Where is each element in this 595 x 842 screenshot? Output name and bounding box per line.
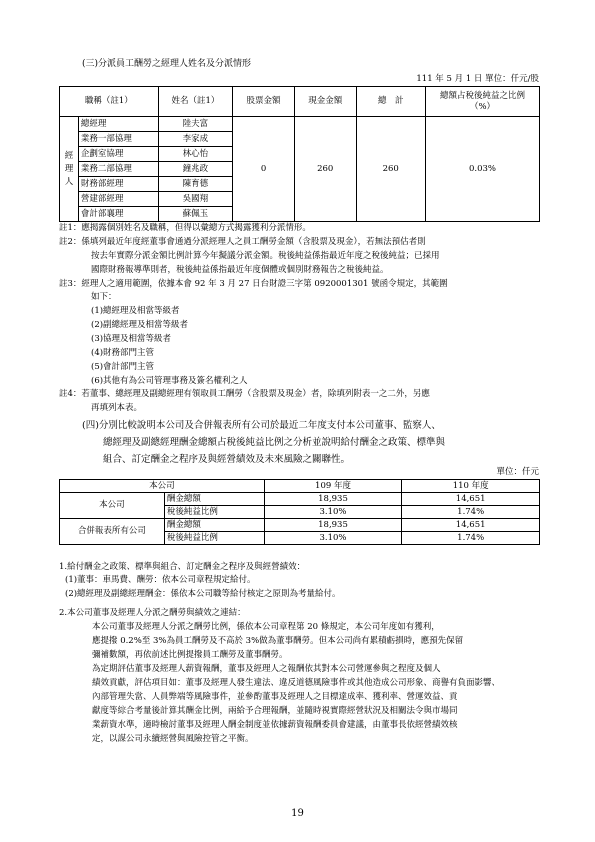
section-heading-4-cont: 總經理及副總經理酬金總額占稅後純益比例之分析並說明給付酬金之政策、標準與 <box>103 437 446 448</box>
cell-value: 14,651 <box>402 519 540 532</box>
scope-item: (3)協理及相當等級者 <box>91 334 172 344</box>
scope-item: (1)總經理及相當等級者 <box>91 306 180 316</box>
unit-label: 單位：仟元 <box>496 467 539 477</box>
section-heading-4: (四)分別比較說明本公司及合併報表所有公司於最近二年度支付本公司董事、監察人、 <box>82 420 441 431</box>
policy-paragraph-line: 應提撥 0.2%至 3%為員工酬勞及不高於 3%做為董事酬勞。但本公司尚有累積虧損時，應預先保留 <box>92 636 464 646</box>
note-text: 應揭露個別姓名及職稱，但得以彙總方式揭露獲利分派情形。 <box>81 223 311 233</box>
manager-title: 營建部經理 <box>78 192 158 207</box>
policy-paragraph-line: 定，以謀公司永續經營與風險控管之平衡。 <box>92 734 254 744</box>
page-number: 19 <box>291 808 304 819</box>
manager-title: 業務二部協理 <box>78 162 158 177</box>
cash-amount: 260 <box>294 117 356 222</box>
header-stock: 股票金額 <box>233 87 295 117</box>
scope-item: (4)財務部門主管 <box>91 348 155 358</box>
manager-name: 陳育德 <box>158 177 233 192</box>
cell-value: 18,935 <box>264 519 402 532</box>
manager-compensation-table <box>59 86 540 222</box>
manager-title: 財務部經理 <box>78 177 158 192</box>
policy-title-2: 2.本公司董事及經理人分派之酬勞與績效之連結： <box>59 608 246 618</box>
note-3 <box>59 278 448 290</box>
header-title: 職稱（註1） <box>60 87 159 117</box>
manager-name: 陸夫富 <box>158 117 233 132</box>
note-text: 國際財務報導準則者，稅後純益係指最近年度個體或個別財務報告之稅後純益。 <box>91 265 389 275</box>
note-label: 註2： <box>59 237 82 247</box>
compensation-ratio-table <box>59 479 540 545</box>
manager-title: 企劃室協理 <box>78 147 158 162</box>
cell-value: 3.10% <box>264 506 402 519</box>
note-text: 係填列最近年度經董事會通過分派經理人之員工酬勞金額（含股票及現金），若無法預估者則 <box>81 237 426 247</box>
note-4 <box>59 388 430 400</box>
policy-paragraph-line: 業薪資水準，適時檢討董事及經理人酬金制度並依據薪資報酬委員會建議，由董事長依經營績效核 <box>92 720 458 730</box>
manager-name: 林心怡 <box>158 147 233 162</box>
group-label: 合併報表所有公司 <box>60 519 165 545</box>
section-heading-3: (三)分派員工酬勞之經理人姓名及分派情形 <box>82 59 252 69</box>
note-text: 如下： <box>91 292 117 302</box>
group-label: 本公司 <box>60 493 165 519</box>
header-year: 109 年度 <box>264 480 402 493</box>
header-total: 總 計 <box>356 87 425 117</box>
row-item: 稅後純益比例 <box>164 532 264 545</box>
stock-amount: 0 <box>233 117 295 222</box>
note-text: 若董事、總經理及副總經理有領取員工酬勞（含股票及現金）者，除填列附表一之二外，另應 <box>81 389 430 399</box>
cell-value: 18,935 <box>264 493 402 506</box>
group-label: 經理人 <box>60 117 79 222</box>
header-ratio: 總額占稅後純益之比例（%） <box>425 87 539 117</box>
cell-value: 1.74% <box>402 532 540 545</box>
policy-paragraph-line: 內部管理失當、人員弊端等風險事件，並參酌董事及經理人之目標達成率、獲利率、營運效益、貢 <box>92 692 458 702</box>
note-text: 經理人之適用範圍，依據本會 92 年 3 月 27 日台財證三字第 0920001301 號函令規定，其範圍 <box>81 279 448 289</box>
date-unit-label: 111 年 5 月 1 日 單位：仟元/股 <box>416 74 539 84</box>
scope-item: (6)其他有為公司管理事務及簽名權利之人 <box>91 376 248 386</box>
row-item: 酬金總額 <box>164 493 264 506</box>
manager-title: 會計部襄理 <box>78 207 158 222</box>
total-amount: 260 <box>356 117 425 222</box>
scope-item: (2)副總經理及相當等級者 <box>91 320 189 330</box>
manager-name: 鐘兆政 <box>158 162 233 177</box>
header-name: 姓名（註1） <box>158 87 233 117</box>
policy-paragraph-line: 彌補數額，再依前述比例提撥員工酬勞及董事酬勞。 <box>92 650 288 660</box>
note-text: 按去年實際分派金額比例計算今年擬議分派金額。稅後純益係指最近年度之稅後純益；已採用 <box>91 251 440 261</box>
policy-paragraph-line: 本公司董事及經理人分派之酬勞比例，係依本公司章程第 20 條規定，本公司年度如有獲利， <box>92 622 440 632</box>
cell-value: 14,651 <box>402 493 540 506</box>
manager-name: 李家成 <box>158 132 233 147</box>
header-year: 110 年度 <box>402 480 540 493</box>
note-1 <box>59 222 311 234</box>
cell-value: 1.74% <box>402 506 540 519</box>
manager-name: 吳國翔 <box>158 192 233 207</box>
header-cash: 現金金額 <box>294 87 356 117</box>
row-item: 酬金總額 <box>164 519 264 532</box>
ratio-value: 0.03% <box>425 117 539 222</box>
section-heading-4-cont: 組合、訂定酬金之程序及與經營績效及未來風險之關聯性。 <box>103 454 351 465</box>
note-label: 註1： <box>59 223 82 233</box>
policy-title-1: 1.給付酬金之政策、標準與組合、訂定酬金之程序及與經營績效： <box>59 562 306 572</box>
note-2 <box>59 236 426 248</box>
cell-value: 3.10% <box>264 532 402 545</box>
scope-item: (5)會計部門主管 <box>91 362 155 372</box>
header-company: 本公司 <box>60 480 265 493</box>
note-text: 再填列本表。 <box>91 403 143 413</box>
policy-paragraph-line: 獻度等綜合考量後計算其酬金比例，兩給予合理報酬，並隨時視實際經營狀況及相關法令與市場同 <box>92 706 458 716</box>
note-label: 註4： <box>59 389 82 399</box>
row-item: 稅後純益比例 <box>164 506 264 519</box>
manager-name: 蘇佩玉 <box>158 207 233 222</box>
manager-title: 總經理 <box>78 117 158 132</box>
manager-title: 業務一部協理 <box>78 132 158 147</box>
policy-item: (1)董事：車馬費、酬勞：依本公司章程規定給付。 <box>65 575 256 585</box>
note-label: 註3： <box>59 279 82 289</box>
policy-item: (2)總經理及副總經理酬金：係依本公司職等給付核定之原則為考量給付。 <box>65 589 341 599</box>
policy-paragraph-line: 績效貢獻，評估項目如：董事及經理人發生違法、違反道德風險事件或其他造成公司形象、商譽有負面影響、 <box>92 678 501 688</box>
policy-paragraph-line: 為定期評估董事及經理人薪資報酬，董事及經理人之報酬依其對本公司營運參與之程度及個人 <box>92 664 441 674</box>
